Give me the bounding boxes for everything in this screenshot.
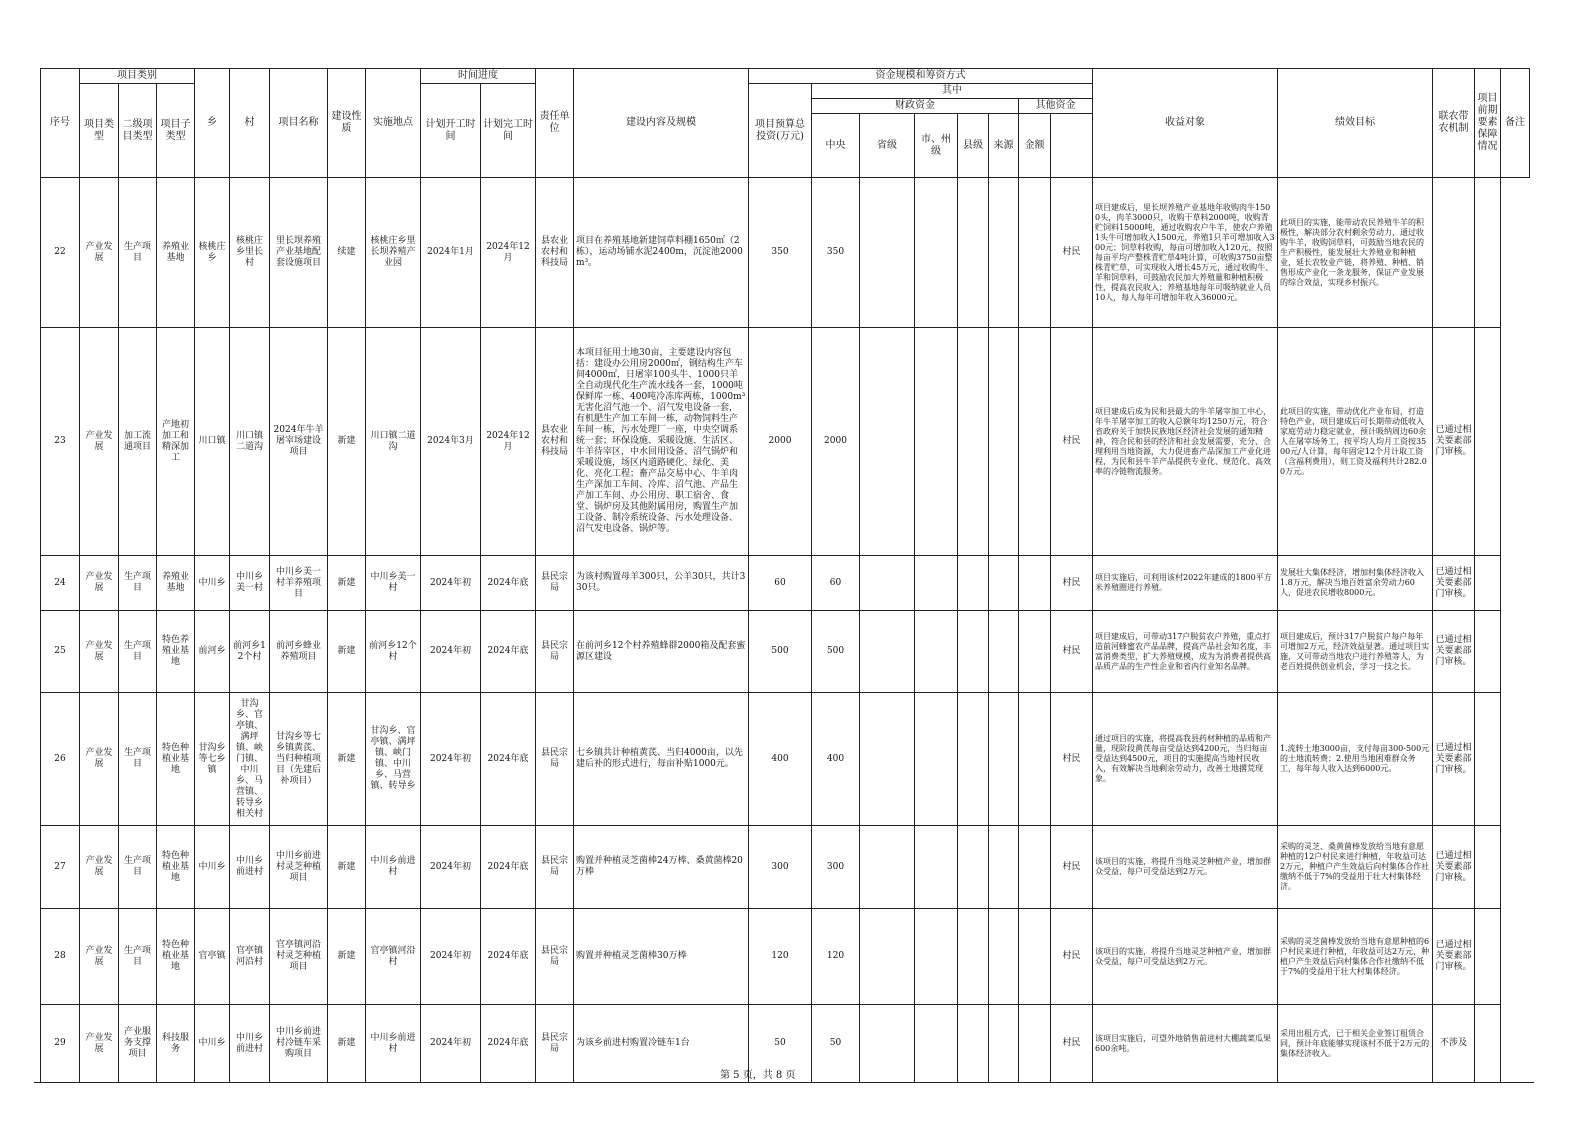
beneficiary-cell: 村民 [1051,611,1093,693]
table-row [41,693,1530,826]
other-source-cell [989,1005,1019,1083]
header-village: 村 [230,69,270,178]
project-type-cell: 产业发展 [80,826,119,909]
subtype-cell: 产地初加工和精深加工 [157,328,195,556]
other-amount-cell [1019,693,1051,826]
beneficiary-cell: 村民 [1051,909,1093,1005]
header-linkage: 联农带农机制 [1433,69,1475,178]
linkage-cell: 此项目的实施，带动优化产业布局，打造特色产业，项目建成后可长期带动低收入家庭劳动力稳定就业，预计吸纳周边60余人在屠宰场务工，按平均人均月工资按3500元/人计算，每年固定12个月计取工资（含福利费用），则工资及福利共计282.00万元。 [1278,328,1433,556]
end-time-cell: 2024年底 [481,1005,536,1083]
preliminary-cell: 已通过相关要素部门审核。 [1433,556,1475,611]
village-cell: 中川乡美一村 [230,556,270,611]
header-location: 实施地点 [366,69,421,178]
preliminary-cell: 已通过相关要素部门审核。 [1433,611,1475,693]
other-source-cell [989,556,1019,611]
remarks-cell [1475,178,1501,328]
subtype-cell: 特色种植业基地 [157,909,195,1005]
provincial-fund-cell [860,556,915,611]
start-time-cell: 2024年1月 [421,178,481,328]
total-budget-cell: 60 [749,556,812,611]
start-time-cell: 2024年初 [421,611,481,693]
header-seq: 序号 [41,69,80,178]
content-cell: 为该乡前进村购置冷链车1台 [574,1005,749,1083]
seq-cell: 22 [41,178,80,328]
township-cell: 中川乡 [195,826,230,909]
start-time-cell: 2024年初 [421,909,481,1005]
project-type-cell: 产业发展 [80,1005,119,1083]
township-cell: 中川乡 [195,1005,230,1083]
central-fund-cell: 120 [812,909,860,1005]
linkage-cell: 1.流转土地3000亩，支付每亩300-500元的土地流转费；2.使用当地困难群众务工，每年每人收入达到6000元。 [1278,693,1433,826]
header-county: 县级 [958,114,989,178]
start-time-cell: 2024年3月 [421,328,481,556]
county-fund-cell [958,328,989,556]
location-cell: 中川乡美一村 [366,556,421,611]
municipal-fund-cell [915,693,958,826]
content-cell: 本项目征用土地30亩，主要建设内容包括：建设办公用房2000㎡，钢结构生产车间4000㎡，日屠宰100头牛、1000只羊全自动现代化生产流水线各一套，1000吨保鲜库一栋、400吨冷冻库两栋，1000m³无害化沼气池一个、沼气发电设备一套，有机肥生产加工车间一栋，动物饲料生产车间一栋，污水处理厂一座，中央空调系统一套；环保设施、采暖设施、生活区、牛羊待宰区，中水回用设备、沼气锅炉和采暖设施，场区内道路硬化、绿化、美化、亮化工程；畜产品交易中心、牛羊肉生产深加工车间、冷库、沼气池、产品生产加工车间、办公用房、职工宿舍、食堂、锅炉房及其他附属用房，购置生产加工设备、制冷系统设备、污水处理设备、沼气发电设备、锅炉等。 [574,328,749,556]
table-row [41,909,1530,1005]
total-budget-cell: 500 [749,611,812,693]
header-beneficiary: 收益对象 [1093,69,1278,178]
other-amount-cell [1019,611,1051,693]
seq-cell: 27 [41,826,80,909]
village-cell: 官亭镇河沿村 [230,909,270,1005]
header-source: 来源 [989,114,1019,178]
end-time-cell: 2024年底 [481,693,536,826]
header-start-time: 计划开工时间 [421,84,481,178]
start-time-cell: 2024年初 [421,556,481,611]
secondary-type-cell: 生产项目 [119,826,157,909]
project-name-cell: 甘沟乡等七乡镇黄芪、当归种植项目（先建后补项目） [270,693,328,826]
central-fund-cell: 500 [812,611,860,693]
responsible-unit-cell: 县民宗局 [536,826,574,909]
township-cell: 前河乡 [195,611,230,693]
secondary-type-cell: 产业服务支撑项目 [119,1005,157,1083]
township-cell: 甘沟乡等七乡镇 [195,693,230,826]
content-cell: 购置并种植灵芝菌棒30万棒 [574,909,749,1005]
total-budget-cell: 2000 [749,328,812,556]
municipal-fund-cell [915,909,958,1005]
project-name-cell: 2024年牛羊屠宰场建设项目 [270,328,328,556]
secondary-type-cell: 生产项目 [119,909,157,1005]
header-construction-nature: 建设性质 [328,69,366,178]
provincial-fund-cell [860,826,915,909]
header-fiscal-spacer [1051,114,1093,178]
performance-cell: 项目实施后，可利用该村2022年建成的1800平方米养殖圈进行养殖。 [1093,556,1278,611]
seq-cell: 24 [41,556,80,611]
preliminary-cell: 不涉及 [1433,1005,1475,1083]
preliminary-cell: 已通过相关要素部门审核。 [1433,328,1475,556]
responsible-unit-cell: 县民宗局 [536,611,574,693]
end-time-cell: 2024年底 [481,909,536,1005]
linkage-cell: 采购的灵芝菌棒发放给当地有意愿种植的6户村民来进行种植，年收益可达2万元，种植户产生效益后向村集体合作社缴纳不低于7%的受益用于壮大村集体经济。 [1278,909,1433,1005]
secondary-type-cell: 生产项目 [119,178,157,328]
municipal-fund-cell [915,328,958,556]
seq-cell: 23 [41,328,80,556]
location-cell: 甘沟乡、官亭镇、满坪镇、峡门镇、中川乡、马营镇、转导乡 [366,693,421,826]
table-row [41,328,1530,556]
responsible-unit-cell: 县民宗局 [536,909,574,1005]
performance-cell: 该项目的实施，将提升当地灵芝种植产业，增加群众受益，每户可受益达到2万元。 [1093,826,1278,909]
county-fund-cell [958,178,989,328]
central-fund-cell: 400 [812,693,860,826]
beneficiary-cell: 村民 [1051,826,1093,909]
remarks-cell [1475,693,1501,826]
header-total-budget: 项目预算总投资(万元) [749,84,812,178]
header-category: 项目类别 [80,69,195,84]
header-other: 其他资金 [1019,99,1093,114]
header-performance: 绩效目标 [1278,69,1433,178]
performance-cell: 该项目实施后，可望外地销售前进村大棚蔬菜瓜果600余吨。 [1093,1005,1278,1083]
table-row [41,611,1530,693]
central-fund-cell: 50 [812,1005,860,1083]
seq-cell: 29 [41,1005,80,1083]
municipal-fund-cell [915,826,958,909]
header-end-time: 计划完工时间 [481,84,536,178]
header-provincial: 省级 [860,114,915,178]
construction-nature-cell: 新建 [328,1005,366,1083]
total-budget-cell: 50 [749,1005,812,1083]
central-fund-cell: 2000 [812,328,860,556]
start-time-cell: 2024年初 [421,1005,481,1083]
preliminary-cell: 已通过相关要素部门审核。 [1433,826,1475,909]
township-cell: 官亭镇 [195,909,230,1005]
linkage-cell: 发展壮大集体经济，增加村集体经济收入1.8万元，解决当地百姓富余劳动力60人，促进农民增收8000元。 [1278,556,1433,611]
header-project-name: 项目名称 [270,69,328,178]
village-cell: 中川乡前进村 [230,1005,270,1083]
provincial-fund-cell [860,328,915,556]
preliminary-cell: 已通过相关要素部门审核。 [1433,909,1475,1005]
construction-nature-cell: 新建 [328,556,366,611]
remarks-cell [1475,328,1501,556]
linkage-cell: 采购的灵芝、桑黄菌棒发放给当地有意愿种植的12户村民来进行种植，年收益可达2万元，种植户产生效益后向村集体合作社缴纳不低于7%的受益用于壮大村集体经济。 [1278,826,1433,909]
beneficiary-cell: 村民 [1051,556,1093,611]
provincial-fund-cell [860,1005,915,1083]
county-fund-cell [958,693,989,826]
subtype-cell: 特色种植业基地 [157,826,195,909]
village-cell: 核桃庄乡里长村 [230,178,270,328]
project-type-cell: 产业发展 [80,909,119,1005]
header-municipal: 市、州级 [915,114,958,178]
header-funding: 资金规模和筹资方式 [749,69,1093,84]
total-budget-cell: 120 [749,909,812,1005]
responsible-unit-cell: 县民宗局 [536,1005,574,1083]
provincial-fund-cell [860,693,915,826]
total-budget-cell: 350 [749,178,812,328]
start-time-cell: 2024年初 [421,826,481,909]
other-amount-cell [1019,826,1051,909]
county-fund-cell [958,611,989,693]
content-cell: 为该村购置母羊300只，公羊30只，共计330只。 [574,556,749,611]
subtype-cell: 科技服务 [157,1005,195,1083]
county-fund-cell [958,909,989,1005]
other-source-cell [989,328,1019,556]
township-cell: 川口镇 [195,328,230,556]
header-responsible: 责任单位 [536,69,574,178]
preliminary-cell: 已通过相关要素部门审核。 [1433,693,1475,826]
county-fund-cell [958,1005,989,1083]
subtype-cell: 养殖业基地 [157,556,195,611]
location-cell: 前河乡12个村 [366,611,421,693]
subtype-cell: 特色养殖业基地 [157,611,195,693]
end-time-cell: 2024年底 [481,556,536,611]
seq-cell: 28 [41,909,80,1005]
township-cell: 中川乡 [195,556,230,611]
beneficiary-cell: 村民 [1051,693,1093,826]
header-project-type: 项目类型 [80,84,119,178]
secondary-type-cell: 生产项目 [119,611,157,693]
provincial-fund-cell [860,909,915,1005]
project-name-cell: 里长坝养殖产业基地配套设施项目 [270,178,328,328]
construction-nature-cell: 新建 [328,909,366,1005]
municipal-fund-cell [915,556,958,611]
township-cell: 核桃庄乡 [195,178,230,328]
performance-cell: 该项目的实施，将提升当地灵芝种植产业，增加群众受益，每户可受益达到2万元。 [1093,909,1278,1005]
header-secondary-type: 二级项目类型 [119,84,157,178]
linkage-cell: 此项目的实施，能带动农民养殖牛羊的积极性，解决部分农村剩余劳动力，通过收购牛羊，收购饲草料，可鼓励当地农民的生产积极性，能发展壮大养殖业和种植业，延长农牧业产链，将养殖、种植、销售形成产业化一条龙服务，保证产业发展的综合效益，实现乡村振兴。 [1278,178,1433,328]
performance-cell: 通过项目的实施，将提高我县药材种植的品质和产量，现阶段黄芪每亩受益达到4200元，当归每亩受益达到4500元，项目的实施提高当地村民收入，有效解决当地剩余劳动力，改善土地撂荒现象。 [1093,693,1278,826]
header-township: 乡 [195,69,230,178]
table-row [41,178,1530,328]
remarks-cell [1475,909,1501,1005]
remarks-cell [1475,1005,1501,1083]
project-name-cell: 中川乡前进村冷链车采购项目 [270,1005,328,1083]
construction-nature-cell: 新建 [328,693,366,826]
responsible-unit-cell: 县民宗局 [536,556,574,611]
header-fiscal: 财政资金 [812,99,1019,114]
construction-nature-cell: 新建 [328,328,366,556]
header-remarks: 备注 [1501,69,1530,178]
other-source-cell [989,909,1019,1005]
project-name-cell: 中川乡美一村羊养殖项目 [270,556,328,611]
village-cell: 前河乡12个村 [230,611,270,693]
project-type-cell: 产业发展 [80,556,119,611]
municipal-fund-cell [915,178,958,328]
village-cell: 甘沟乡、官亭镇、满坪镇、峡门镇、中川乡、马营镇、转导乡相关村 [230,693,270,826]
performance-cell: 项目建成后，里长坝养殖产业基地年收购肉牛1500头，肉羊3000只，收购干草料2000吨，收购青贮饲料15000吨，通过收购农户牛羊，使农户养殖1头牛可增加收入1500元，养殖1只羊可增加收入300元；饲草料收购，每亩可增加收入120元，按照每亩平均产整株青贮草4吨计算，可收购3750亩整株青贮草，可实现收入增长45万元，通过收购牛、羊和饲草料，可鼓励农民加大养殖量和种植积极性，提高农民收入；养殖基地每年可吸纳就业人员10人，每人每年可增加年收入36000元。 [1093,178,1278,328]
other-amount-cell [1019,1005,1051,1083]
remarks-cell [1475,611,1501,693]
subtype-cell: 特色种植业基地 [157,693,195,826]
secondary-type-cell: 加工流通项目 [119,328,157,556]
other-source-cell [989,693,1019,826]
construction-nature-cell: 续建 [328,178,366,328]
municipal-fund-cell [915,1005,958,1083]
municipal-fund-cell [915,611,958,693]
total-budget-cell: 300 [749,826,812,909]
start-time-cell: 2024年初 [421,693,481,826]
village-cell: 川口镇二道沟 [230,328,270,556]
linkage-cell: 采用出租方式，已于相关企业签订租赁合同，预计年底能够实现该村不低于2万元的集体经济收入。 [1278,1005,1433,1083]
project-type-cell: 产业发展 [80,693,119,826]
header-preliminary: 项目前期要素保障情况 [1475,69,1501,178]
construction-nature-cell: 新建 [328,826,366,909]
location-cell: 官亭镇河沿村 [366,909,421,1005]
performance-cell: 项目建成后，可带动317户脱贫农户养殖，重点打造前河蜂蜜农产品品牌，提高产品社会知名度，丰富消费类型，扩大养殖规模，成为为消费者提供高品质产品的生产性企业和省内行业知名品牌。 [1093,611,1278,693]
bottom-border-line [34,1082,1534,1083]
linkage-cell: 项目建成后，预计317户脱贫户每户每年可增加2万元，经济效益显著。通过项目实施，又可带动当地农户进行养殖等人，为老百姓提供创业机会，学习一技之长。 [1278,611,1433,693]
table-row [41,826,1530,909]
responsible-unit-cell: 县民宗局 [536,693,574,826]
project-name-cell: 中川乡前进村灵芝种植项目 [270,826,328,909]
project-name-cell: 官亭镇河沿村灵芝种植项目 [270,909,328,1005]
location-cell: 川口镇二道沟 [366,328,421,556]
beneficiary-cell: 村民 [1051,1005,1093,1083]
county-fund-cell [958,826,989,909]
remarks-cell [1475,826,1501,909]
content-cell: 购置并种植灵芝菌棒24万棒、桑黄菌棒20万棒 [574,826,749,909]
content-cell: 项目在养殖基地新建饲草料棚1650㎡（2栋），运动场铺水泥2400m，沉淀池2000m³。 [574,178,749,328]
location-cell: 中川乡前进村 [366,1005,421,1083]
central-fund-cell: 350 [812,178,860,328]
table-body [41,178,1530,1083]
construction-nature-cell: 新建 [328,611,366,693]
header-central: 中央 [812,114,860,178]
page-number: 第 5 页，共 8 页 [720,1070,796,1081]
other-source-cell [989,826,1019,909]
county-fund-cell [958,556,989,611]
location-cell: 核桃庄乡里长坝养殖产业园 [366,178,421,328]
content-cell: 七乡镇共计种植黄芪、当归4000亩，以先建后补的形式进行，每亩补贴1000元。 [574,693,749,826]
table-row [41,556,1530,611]
header-subtype: 项目子类型 [157,84,195,178]
other-amount-cell [1019,328,1051,556]
secondary-type-cell: 生产项目 [119,556,157,611]
location-cell: 中川乡前进村 [366,826,421,909]
seq-cell: 25 [41,611,80,693]
other-source-cell [989,178,1019,328]
header-amount: 金额 [1019,114,1051,178]
responsible-unit-cell: 县农业农村和科技局 [536,178,574,328]
end-time-cell: 2024年12月 [481,178,536,328]
total-budget-cell: 400 [749,693,812,826]
performance-cell: 项目建成后成为民和县最大的牛羊屠宰加工中心，年牛羊屠宰加工的收入总额年均1250万元，符合省政府关于加快民族地区经济社会发展的通知精神，符合民和县的经济和社会发展需要，充分、合理利用当地资源，大力促进畜产品深加工产业化进程，为民和县牛羊产品提供专业化、规范化、高效率的冷链物流服务。 [1093,328,1278,556]
header-schedule: 时间进度 [421,69,536,84]
project-type-cell: 产业发展 [80,611,119,693]
central-fund-cell: 60 [812,556,860,611]
remarks-cell [1475,556,1501,611]
end-time-cell: 2024年底 [481,611,536,693]
end-time-cell: 2024年12月 [481,328,536,556]
beneficiary-cell: 村民 [1051,178,1093,328]
project-type-cell: 产业发展 [80,328,119,556]
header-content: 建设内容及规模 [574,69,749,178]
secondary-type-cell: 生产项目 [119,693,157,826]
preliminary-cell [1433,178,1475,328]
responsible-unit-cell: 县农业农村和科技局 [536,328,574,556]
other-amount-cell [1019,556,1051,611]
content-cell: 在前河乡12个村养殖蜂群2000箱及配套蜜源区建设 [574,611,749,693]
other-amount-cell [1019,178,1051,328]
beneficiary-cell: 村民 [1051,328,1093,556]
provincial-fund-cell [860,178,915,328]
central-fund-cell: 300 [812,826,860,909]
project-type-cell: 产业发展 [80,178,119,328]
project-table [40,68,1530,1083]
provincial-fund-cell [860,611,915,693]
project-name-cell: 前河乡蜂业养殖项目 [270,611,328,693]
other-source-cell [989,611,1019,693]
end-time-cell: 2024年底 [481,826,536,909]
seq-cell: 26 [41,693,80,826]
other-amount-cell [1019,909,1051,1005]
subtype-cell: 养殖业基地 [157,178,195,328]
header-of-which: 其中 [812,84,1093,99]
village-cell: 中川乡前进村 [230,826,270,909]
